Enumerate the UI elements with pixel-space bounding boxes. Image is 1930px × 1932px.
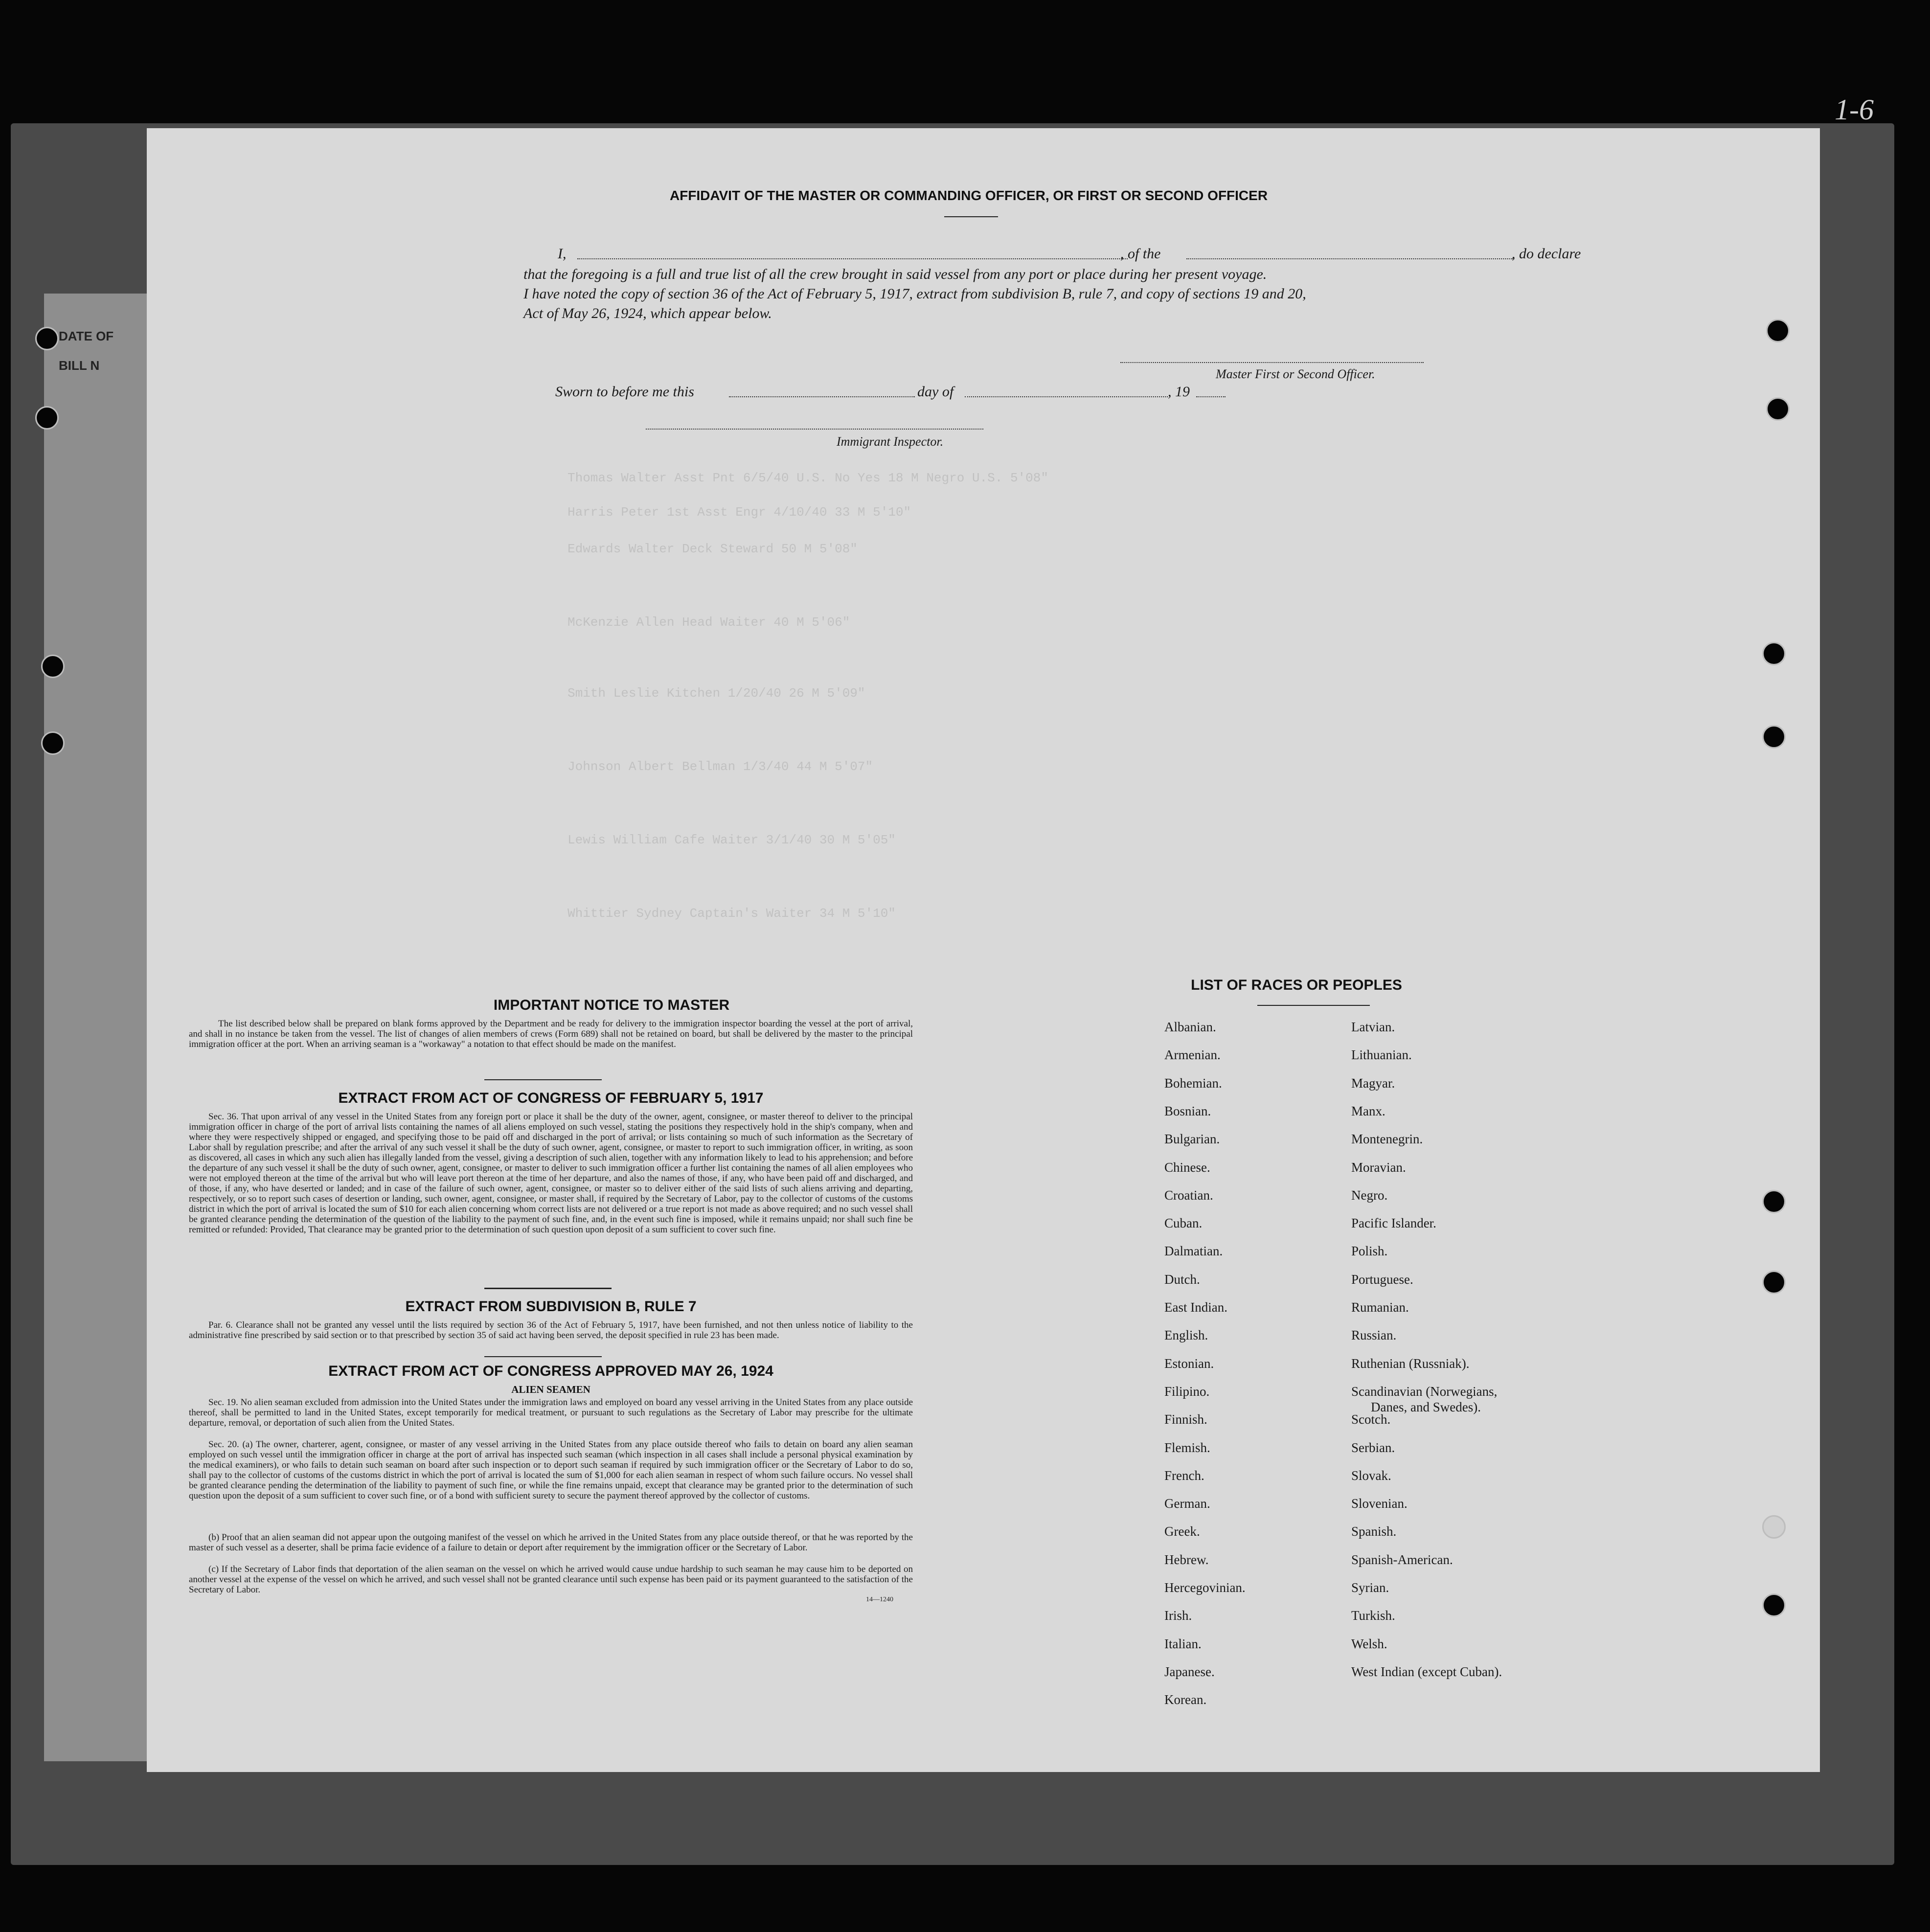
- affidavit-statement: Act of May 26, 1924, which appear below.: [523, 305, 772, 321]
- race-item: Hercegovinian.: [1164, 1580, 1246, 1595]
- race-item: Portuguese.: [1351, 1272, 1413, 1287]
- race-item: Latvian.: [1351, 1020, 1395, 1034]
- race-item: Spanish-American.: [1351, 1552, 1453, 1567]
- page-hole: [1766, 397, 1790, 421]
- bleed-through-row: Harris Peter 1st Asst Engr 4/10/40 33 M 5'10": [568, 505, 911, 520]
- race-item: Irish.: [1164, 1608, 1192, 1623]
- race-item: Manx.: [1351, 1103, 1385, 1118]
- divider: [484, 1288, 612, 1289]
- race-item: East Indian.: [1164, 1300, 1227, 1315]
- race-item: Lithuanian.: [1351, 1047, 1412, 1063]
- race-item: Greek.: [1164, 1524, 1200, 1539]
- race-item: Albanian.: [1164, 1020, 1216, 1034]
- race-item: West Indian (except Cuban).: [1351, 1664, 1502, 1679]
- race-item: Spanish.: [1351, 1524, 1397, 1539]
- sec-20a-text: Sec. 20. (a) The owner, charterer, agent, consignee, or master of any vessel arriving in the United States from any place outside thereof who fails to detain on board any alien seaman employed on such vessel until the immigration officer in charge at the port of arrival has inspected such seaman (which inspection in all cases shall include a personal physical examination by the medical examiners), or who fails to detain such seaman on board after such inspection or to deport such seaman if required by such immigration officer or the Secretary of Labor to do so, shall pay to the collector of customs of the customs district in which the port of arrival is located the sum of $1,000 for each alien seaman in respect of whom such failure occurs. No vessel shall be granted clearance pending the determination of the liability to payment of such fine, or while the fine remains unpaid, except that clearance may be granted prior to the determination of such question upon the deposit of a sum sufficient to cover such fine, or of a bond with sufficient surety to secure the payment thereof approved by the collector of customs.: [189, 1439, 913, 1501]
- race-item: English.: [1164, 1328, 1208, 1343]
- race-item: Japanese.: [1164, 1664, 1215, 1679]
- extract-1917-text: Sec. 36. That upon arrival of any vessel in the United States from any foreign port or place it shall be the duty of the owner, agent, consignee, or master thereof to deliver to the principal immigration officer in charge of the port of arrival lists containing the names of all aliens employed on such vessel, stating the positions they respectively hold in the ship's company, when and where they were respectively shipped or engaged, and specifying those to be paid off and discharged in the port of arrival; or lists containing so much of such information as the Secretary of Labor shall by regulation prescribe; and after the arrival of any such vessel it shall be the duty of such owner, agent, consignee, or master to report to such immigration officer, in writing, as soon as discovered, all cases in which any such alien has illegally landed from the vessel, giving a description of such alien, together with any information likely to lead to his apprehension; and before the departure of any such vessel it shall be the duty of such owner, agent, consignee, or master to deliver to such immigration officer a further list containing the names of all alien employees who were not employed thereon at the time of the arrival but who will leave port thereon at the time of her departure, and also the names of those, if any, who have been paid off and discharged, and of those, if any, who have deserted or landed; and in case of the failure of such owner, agent, consignee, or master so to deliver either of the said lists of such aliens arriving and departing, respectively, or so to report such cases of desertion or landing, such owner, agent, consignee, or master shall, if required by the Secretary of Labor, pay to the collector of customs of the customs district in which the port of arrival is located the sum of $10 for each alien concerning whom correct lists are not delivered or a true report is not made as above required; and no such vessel shall be granted clearance pending the determination of the question of the liability to the payment of such fine, and, in the event such fine is imposed, while it remains unpaid; nor shall such fine be remitted or refunded: Provided, That clearance may be granted prior to the determination of such question upon deposit of a sum sufficient to cover such fine.: [189, 1112, 913, 1235]
- master-name-field[interactable]: [577, 258, 1128, 259]
- binder-hole: [41, 731, 65, 755]
- sec-20c-text: (c) If the Secretary of Labor finds that deportation of the alien seaman on the vessel on which he arrived would cause undue hardship to such seaman he may cause him to be deported on another vessel at the expense of the vessel on which he arrived, and such vessel shall not be granted clearance until such expense has been paid or its payment guaranteed to the satisfaction of the Secretary of Labor.: [189, 1564, 913, 1595]
- race-item: Rumanian.: [1351, 1300, 1409, 1315]
- races-title: LIST OF RACES OR PEOPLES: [1191, 977, 1402, 993]
- race-item: Korean.: [1164, 1692, 1207, 1707]
- bleed-through-row: McKenzie Allen Head Waiter 40 M 5'06": [568, 615, 850, 630]
- notice-text: The list described below shall be prepared on blank forms approved by the Department and be ready for delivery to the immigration inspector boarding the vessel at the port of arrival, and shall in no instance be taken from the vessel. The list of changes of alien members of crews (Form 689) shall not be retained on board, but shall be delivered by the master to the principal immigration officer at the port. When an arriving seaman is a "workaway" a notation to that effect should be made on the manifest.: [189, 1019, 913, 1049]
- sec-19-text: Sec. 19. No alien seaman excluded from admission into the United States under the immigration laws and employed on board any vessel arriving in the United States from any place outside thereof, shall be permitted to land in the United States, except temporarily for medical treatment, or pursuant to such regulations as the Secretary of Labor may prescribe for the ultimate departure, removal, or deportation of such alien from the United States.: [189, 1397, 913, 1428]
- race-item: French.: [1164, 1468, 1204, 1483]
- master-signature-field[interactable]: [1120, 362, 1424, 363]
- bleed-through-row: Lewis William Cafe Waiter 3/1/40 30 M 5'05": [568, 833, 896, 847]
- date-tab-label: DATE OF: [59, 329, 114, 343]
- affidavit-statement: that the foregoing is a full and true list of all the crew brought in said vessel from any port or place during her present voyage.: [523, 266, 1267, 282]
- race-item: Slovak.: [1351, 1468, 1391, 1483]
- divider: [944, 216, 998, 217]
- race-item: Scotch.: [1351, 1412, 1391, 1427]
- inspector-caption: Immigrant Inspector.: [837, 434, 944, 449]
- form-number: 14—1240: [866, 1596, 893, 1603]
- alien-seamen-subtitle: ALIEN SEAMEN: [511, 1384, 590, 1395]
- affidavit-declare: , do declare: [1512, 246, 1581, 262]
- binder-hole: [41, 655, 65, 678]
- race-item: Slovenian.: [1351, 1496, 1408, 1511]
- bleed-through-row: Smith Leslie Kitchen 1/20/40 26 M 5'09": [568, 686, 865, 701]
- race-item: Russian.: [1351, 1328, 1397, 1343]
- race-item: Turkish.: [1351, 1608, 1395, 1623]
- race-item: Ruthenian (Russniak).: [1351, 1356, 1470, 1371]
- rule-7-title: EXTRACT FROM SUBDIVISION B, RULE 7: [405, 1298, 697, 1315]
- page-hole: [1762, 1593, 1786, 1617]
- page-hole: [1766, 319, 1790, 342]
- race-item: Montenegrin.: [1351, 1132, 1423, 1147]
- divider: [1257, 1005, 1370, 1006]
- master-caption: Master First or Second Officer.: [1216, 367, 1375, 381]
- sworn-year-label: , 19: [1168, 384, 1190, 400]
- race-item: Bulgarian.: [1164, 1132, 1220, 1147]
- race-item: Italian.: [1164, 1636, 1202, 1651]
- bleed-through-row: Edwards Walter Deck Steward 50 M 5'08": [568, 542, 858, 556]
- divider: [484, 1356, 602, 1357]
- corner-note: 1-6: [1835, 93, 1874, 126]
- race-item: Chinese.: [1164, 1159, 1210, 1175]
- bill-tab-label: BILL N: [59, 358, 100, 373]
- page-hole: [1762, 1190, 1786, 1213]
- binder-hole: [35, 327, 59, 350]
- page-hole: [1762, 642, 1786, 665]
- race-item: Cuban.: [1164, 1216, 1203, 1231]
- sec-20b-text: (b) Proof that an alien seaman did not appear upon the outgoing manifest of the vessel on which he arrived in the United States from any place outside thereof, or that he was reported by the master of such vessel as a deserter, shall be prima facie evidence of a failure to detain or deport after requirement by the immigration officer or the Secretary of Labor.: [189, 1532, 913, 1553]
- race-item: Moravian.: [1351, 1159, 1406, 1175]
- race-item: Bohemian.: [1164, 1075, 1222, 1091]
- race-item: Welsh.: [1351, 1636, 1387, 1651]
- race-item: Danes, and Swedes).: [1371, 1399, 1481, 1414]
- race-item: Croatian.: [1164, 1187, 1213, 1203]
- race-item: Dalmatian.: [1164, 1244, 1223, 1259]
- extract-1924-title: EXTRACT FROM ACT OF CONGRESS APPROVED MAY 26, 1924: [328, 1363, 773, 1379]
- sworn-month-field[interactable]: [965, 396, 1168, 397]
- race-item: Scandinavian (Norwegians,: [1351, 1384, 1498, 1399]
- race-item: Finnish.: [1164, 1412, 1207, 1427]
- affidavit-statement: I have noted the copy of section 36 of the Act of February 5, 1917, extract from subdivision B, rule 7, and copy of sections 19 and 20,: [523, 286, 1306, 302]
- race-item: Negro.: [1351, 1187, 1388, 1203]
- document-page: [59, 128, 1820, 1772]
- page-hole: [1762, 725, 1786, 749]
- sworn-day-label: day of: [917, 384, 954, 400]
- affidavit-title: AFFIDAVIT OF THE MASTER OR COMMANDING OFFICER, OR FIRST OR SECOND OFFICER: [669, 188, 1268, 203]
- race-item: Dutch.: [1164, 1272, 1200, 1287]
- race-item: Flemish.: [1164, 1440, 1210, 1455]
- vessel-name-field[interactable]: [1186, 258, 1513, 259]
- sworn-year-field[interactable]: [1196, 396, 1226, 397]
- bleed-through-row: Thomas Walter Asst Pnt 6/5/40 U.S. No Yes 18 M Negro U.S. 5'08": [568, 471, 1048, 485]
- extract-1917-title: EXTRACT FROM ACT OF CONGRESS OF FEBRUARY 5, 1917: [338, 1090, 764, 1106]
- race-item: Magyar.: [1351, 1075, 1395, 1091]
- race-item: Pacific Islander.: [1351, 1216, 1436, 1231]
- affidavit-i: I,: [558, 246, 567, 262]
- race-item: Filipino.: [1164, 1384, 1210, 1399]
- race-item: Hebrew.: [1164, 1552, 1209, 1567]
- race-item: German.: [1164, 1496, 1210, 1511]
- notice-title: IMPORTANT NOTICE TO MASTER: [493, 997, 730, 1013]
- race-item: Bosnian.: [1164, 1103, 1211, 1118]
- race-item: Estonian.: [1164, 1356, 1214, 1371]
- race-item: Armenian.: [1164, 1047, 1221, 1063]
- page-hole: [1762, 1271, 1786, 1294]
- sworn-day-field[interactable]: [729, 396, 915, 397]
- page-hole: [1762, 1515, 1786, 1539]
- inspector-signature-field[interactable]: [646, 429, 983, 430]
- binder-hole: [35, 406, 59, 430]
- bleed-through-row: Whittier Sydney Captain's Waiter 34 M 5'10": [568, 906, 896, 921]
- race-item: Serbian.: [1351, 1440, 1395, 1455]
- sworn-label: Sworn to before me this: [555, 384, 694, 400]
- rule-7-text: Par. 6. Clearance shall not be granted any vessel until the lists required by section 36 of the Act of February 5, 1917, have been furnished, and not then unless notice of liability to the administrative fine prescribed by said section or to that prescribed by section 35 of said act having been served, the deposit specified in rule 23 has been made.: [189, 1320, 913, 1341]
- race-item: Syrian.: [1351, 1580, 1389, 1595]
- race-item: Polish.: [1351, 1244, 1388, 1259]
- affidavit-of-the: , of the: [1120, 246, 1161, 262]
- bleed-through-row: Johnson Albert Bellman 1/3/40 44 M 5'07": [568, 759, 873, 774]
- divider: [484, 1079, 602, 1080]
